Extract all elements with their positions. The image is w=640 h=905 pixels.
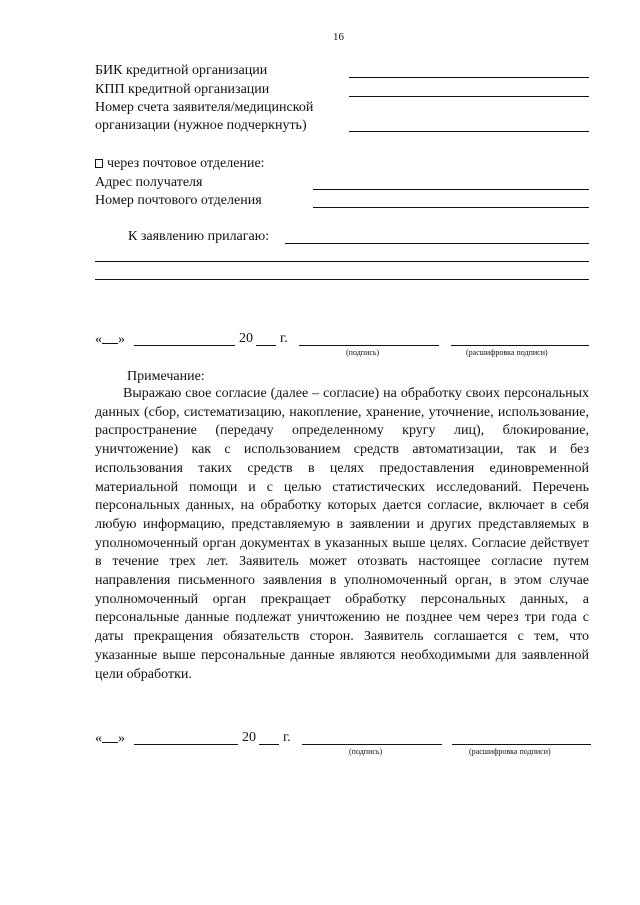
date-row-2 bbox=[95, 730, 125, 747]
quote-close: » bbox=[118, 332, 125, 347]
attach-field-1[interactable] bbox=[285, 243, 589, 244]
quote-close-2: » bbox=[118, 731, 125, 746]
kpp-label: КПП кредитной организации bbox=[95, 82, 270, 97]
month-field-2[interactable] bbox=[134, 744, 238, 745]
signature-caption-2: (подпись) bbox=[349, 747, 383, 756]
attach-label: К заявлению прилагаю: bbox=[128, 229, 270, 244]
signature-decode-field[interactable] bbox=[451, 345, 589, 346]
attach-field-3[interactable] bbox=[95, 279, 589, 280]
post-office-field[interactable] bbox=[313, 207, 589, 208]
account-label-line2: организации (нужное подчеркнуть) bbox=[95, 118, 307, 133]
year-suffix: г. bbox=[280, 331, 288, 346]
bik-field[interactable] bbox=[349, 77, 589, 78]
account-label-line1: Номер счета заявителя/медицинской bbox=[95, 100, 314, 115]
post-checkbox[interactable] bbox=[95, 159, 103, 168]
address-label: Адрес получателя bbox=[95, 175, 203, 190]
signature-caption: (подпись) bbox=[346, 348, 380, 357]
quote-open: « bbox=[95, 332, 102, 347]
signature-decode-field-2[interactable] bbox=[452, 744, 591, 745]
quote-open-2: « bbox=[95, 731, 102, 746]
post-option[interactable] bbox=[95, 156, 265, 172]
decode-caption: (расшифровка подписи) bbox=[466, 348, 548, 357]
consent-paragraph: Выражаю свое согласие (далее – согласие) на обработку своих персональных данных (сбор, систематизацию, накопление, хранение, уточнение, использование, распространение (передачу определенному кругу лиц), блокирование, уничтожение) как с использованием средств автоматизации, так и без использования таких средств в целях предоставления единовременной материальной помощи и с целью статистических исследований. Перечень персональных данных, на обработку которых дается согласие, включает в себя любую информацию, представляемую в заявлении и других представляемых в уполномоченный орган документах в указанных выше целях. Согласие действует в течение трех лет. Заявитель может отозвать настоящее согласие путем направления письменного заявления в уполномоченный орган, в этом случае уполномоченный орган прекращает обработку персональных данных, а персональные данные подлежат уничтожению не позднее чем через три года с даты прекращения обязательств сторон. Заявитель соглашается с тем, что указанные выше персональные данные являются необходимыми для заявленной цели обработки. bbox=[95, 386, 589, 682]
bik-label: БИК кредитной организации bbox=[95, 63, 268, 78]
day-field-2[interactable] bbox=[102, 730, 118, 743]
year-suffix-2: г. bbox=[283, 730, 291, 745]
year-prefix: 20 bbox=[239, 331, 253, 346]
note-title: Примечание: bbox=[127, 369, 205, 384]
year-field[interactable] bbox=[256, 345, 276, 346]
signature-field[interactable] bbox=[299, 345, 439, 346]
decode-caption-2: (расшифровка подписи) bbox=[469, 747, 551, 756]
account-field[interactable] bbox=[349, 131, 589, 132]
address-field[interactable] bbox=[313, 189, 589, 190]
signature-field-2[interactable] bbox=[302, 744, 442, 745]
month-field[interactable] bbox=[134, 345, 235, 346]
post-office-label: Номер почтового отделения bbox=[95, 193, 262, 208]
attach-field-2[interactable] bbox=[95, 261, 589, 262]
date-row-1 bbox=[95, 331, 125, 348]
year-prefix-2: 20 bbox=[242, 730, 256, 745]
page-number: 16 bbox=[333, 31, 344, 43]
post-option-label: через почтовое отделение: bbox=[107, 156, 265, 171]
kpp-field[interactable] bbox=[349, 96, 589, 97]
year-field-2[interactable] bbox=[259, 744, 279, 745]
day-field[interactable] bbox=[102, 331, 118, 344]
